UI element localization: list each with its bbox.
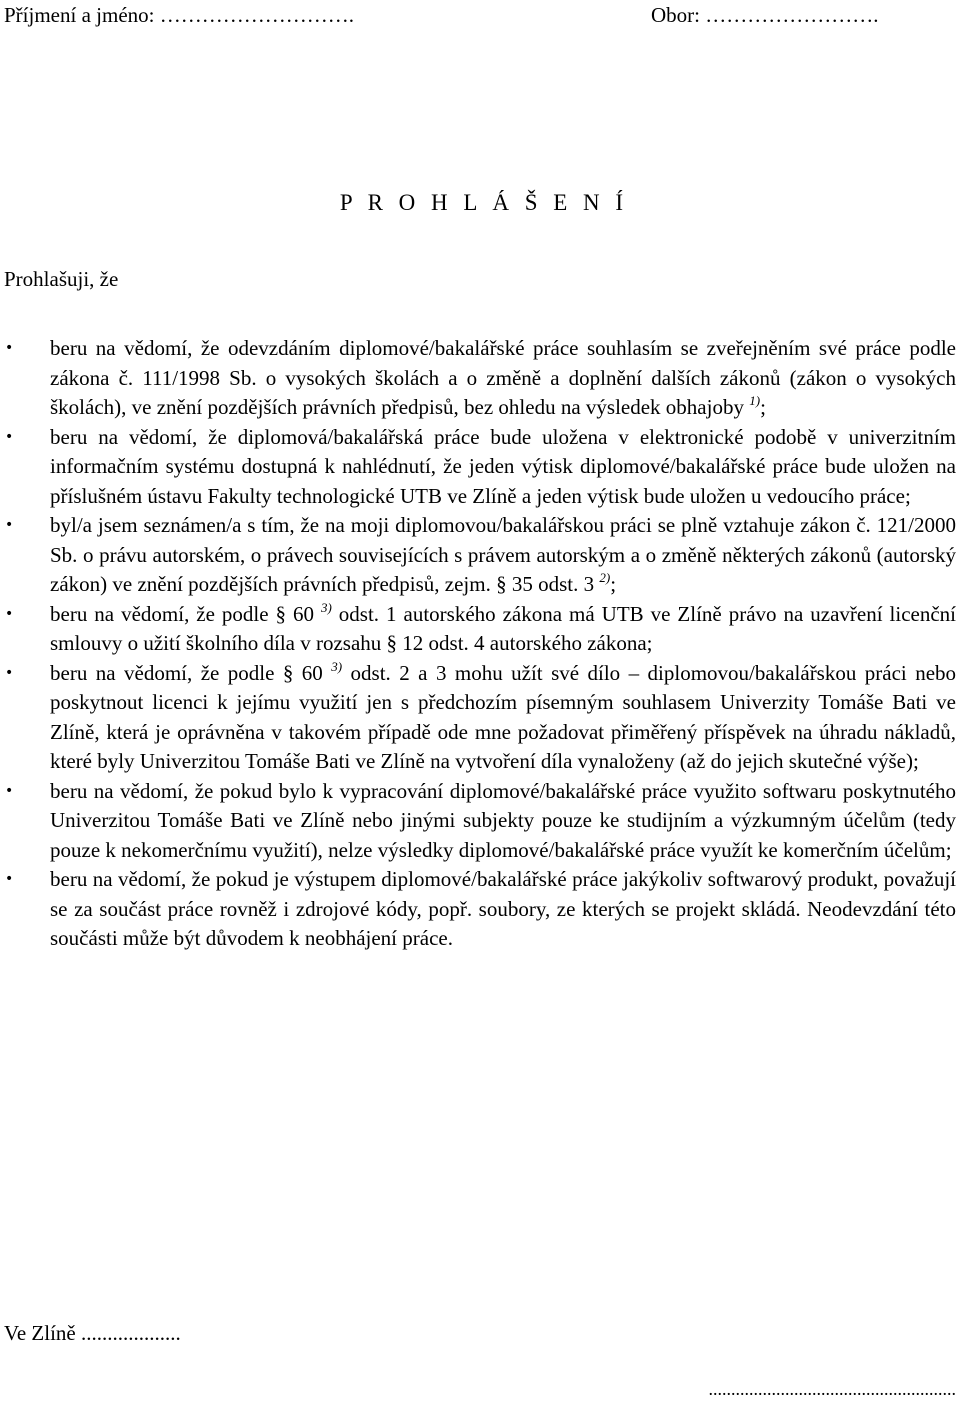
item-text: beru na vědomí, že podle § 60 — [50, 601, 314, 626]
declaration-list — [0, 334, 960, 954]
signature-line: ....................................................... — [708, 1379, 956, 1399]
bullet-icon: • — [5, 664, 14, 681]
item-text: beru na vědomí, že diplomová/bakalářská práce bude uložena v elektronické podobě v univerzitním informačním systému dostupná k nahlédnutí, že jeden výtisk diplomové/bakalářské práce bude uložen na příslušném ústavu Fakulty technologické UTB ve Zlíně a jeden výtisk bude uložen u vedoucího práce; — [50, 424, 956, 508]
item-text: beru na vědomí, že pokud je výstupem diplomové/bakalářské práce jakýkoliv softwarový produkt, považují se za součást práce rovněž i zdrojové kódy, popř. soubory, ze kterých se projekt skládá. Neodevzdání této součásti může být důvodem k neobhájení práce. — [50, 867, 956, 950]
list-item — [0, 511, 960, 600]
item-text: beru na vědomí, že odevzdáním diplomové/bakalářské práce souhlasím se zveřejněním své práce podle zákona č. 111/1998 Sb. o vysokých školách a o změně a doplnění dalších zákonů (zákon o vysokých školách), ve znění pozdějších právních předpisů, bez ohledu na výsledek obhajoby — [50, 336, 956, 419]
item-text-end: odst. 2 a 3 mohu užít své dílo – diplomovou/bakalářskou práci nebo poskytnout licenci k jejímu využití jen s předchozím písemným souhlasem Univerzity Tomáše Bati ve Zlíně, která je oprávněna v takovém případě ode mne požadovat přiměřený příspěvek na úhradu nákladů, které byly Univerzitou Tomáše Bati ve Zlíně na vytvoření díla vynaloženy (až do jejich skutečné výše); — [50, 660, 957, 773]
list-item — [0, 659, 960, 777]
list-item — [0, 865, 960, 954]
bullet-icon: • — [5, 340, 14, 356]
intro-text: Prohlašuji, že — [4, 267, 119, 291]
bullet-icon: • — [5, 871, 14, 887]
footnote-ref: 1) — [749, 393, 761, 408]
bullet-icon: • — [5, 517, 14, 533]
footnote-ref: 3) — [320, 599, 332, 615]
item-text: beru na vědomí, že podle § 60 — [50, 660, 323, 685]
field-of-study-label: Obor: ……………………. — [651, 3, 879, 27]
bullet-icon: • — [5, 605, 14, 622]
item-text-end: ; — [760, 395, 766, 419]
header-fields — [4, 2, 954, 28]
item-text-end: ; — [610, 572, 617, 596]
bullet-icon: • — [5, 782, 14, 799]
footnote-ref: 3) — [331, 658, 343, 674]
item-text: byl/a jsem seznámen/a s tím, že na moji diplomovou/bakalářskou práci se plně vztahuje zákon č. 121/2000 Sb. o právu autorském, o právech souvisejících s právem autorským a o změně některých zákonů (autorský zákon) ve znění pozdějších právních předpisů, zejm. § 35 odst. 3 — [50, 513, 956, 596]
list-item — [0, 600, 960, 659]
page-title: P R O H L Á Š E N Í — [339, 190, 629, 215]
list-item — [0, 423, 960, 512]
item-text: beru na vědomí, že pokud bylo k vypracování diplomové/bakalářské práce využito softwaru poskytnutého Univerzitou Tomáše Bati ve Zlíně nebo jinými subjekty pouze ke studijním a výzkumným účelům (tedy pouze k nekomerčnímu využití), nelze výsledky diplomové/bakalářské práce využít ke komerčním účelům; — [50, 778, 956, 862]
item-text-end: odst. 1 autorského zákona má UTB ve Zlíně právo na uzavření licenční smlouvy o užití školního díla v rozsahu § 12 odst. 4 autorského zákona; — [50, 601, 957, 655]
list-item — [0, 777, 960, 866]
bullet-icon: • — [5, 428, 14, 445]
name-field-label: Příjmení a jméno: ………………………. — [4, 3, 354, 27]
signature-place: Ve Zlíně ................... — [4, 1321, 181, 1345]
list-item — [0, 334, 960, 423]
footnote-ref: 2) — [599, 570, 611, 585]
